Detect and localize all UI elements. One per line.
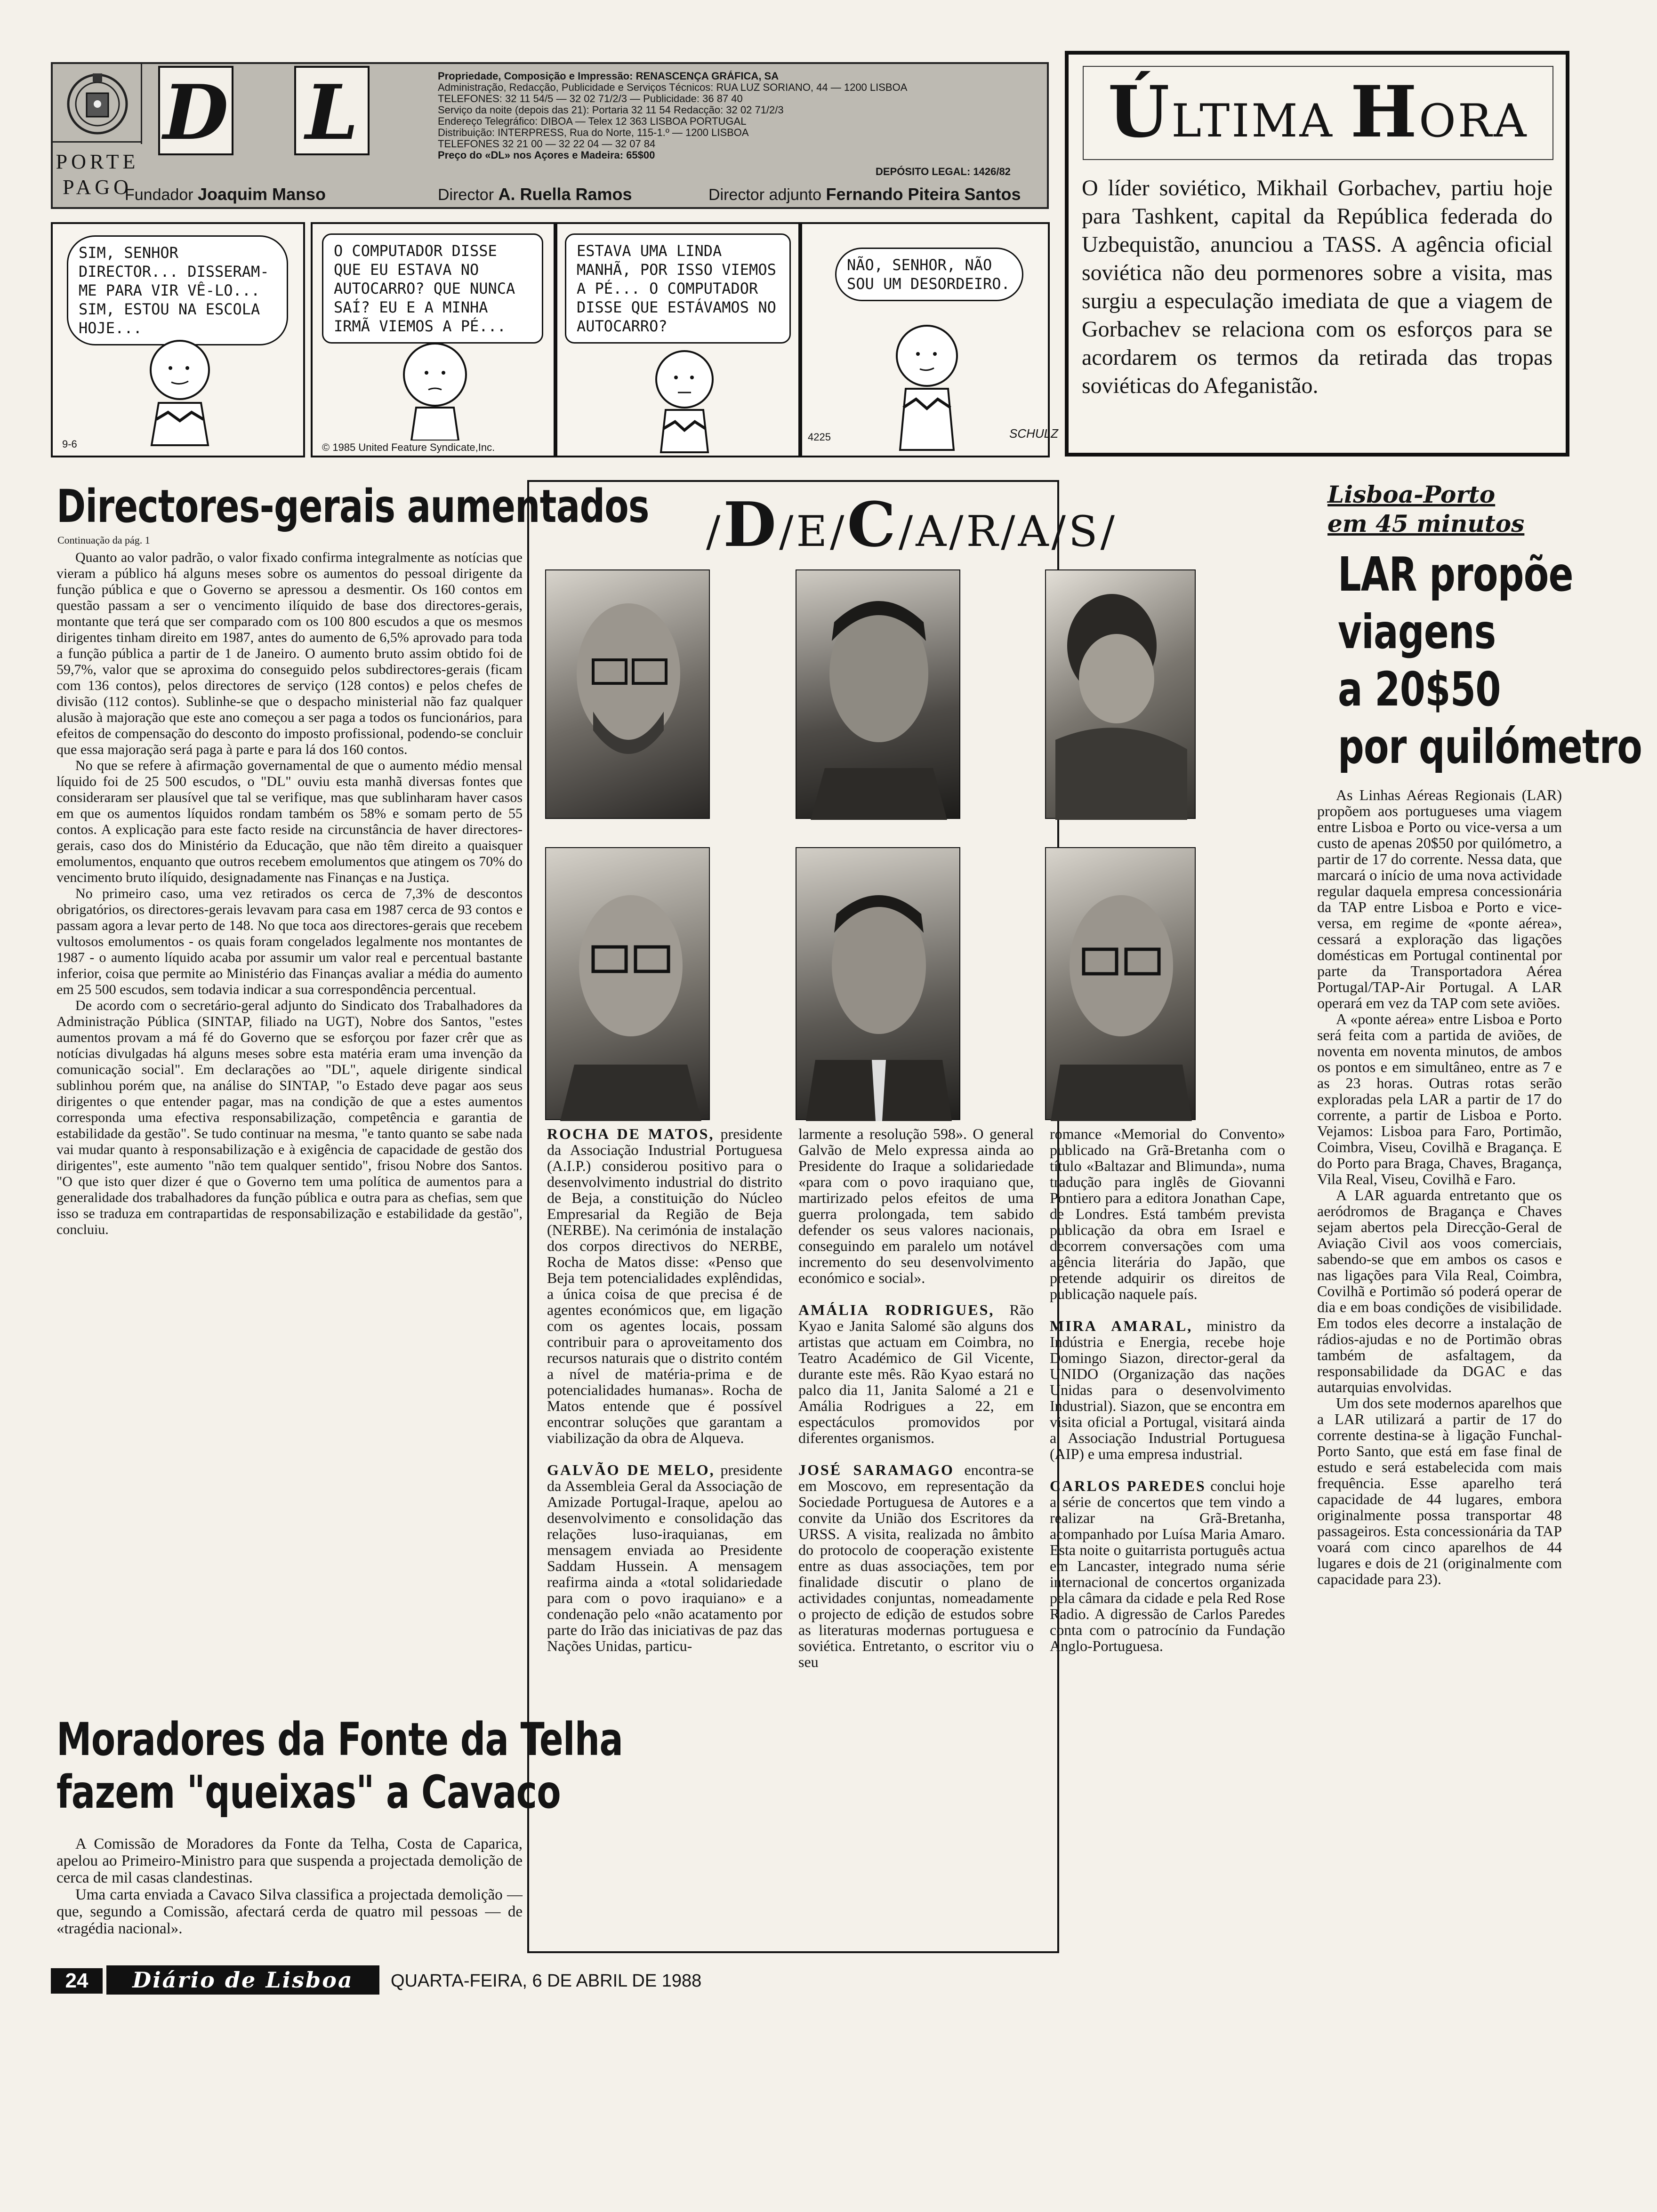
headline-directores: Directores-gerais aumentados: [56, 480, 649, 533]
brief-text: presidente da Assembleia Geral da Associação de Amizade Portugal-Iraque, apelou ao desenvolvimento e consolidação das relações luso-iraquianas, em mensagem enviada ao Presidente Saddam Hussein. A mensagem reafirma ainda a «total solidariedade para com o povo iraquiano» e a condenação pelo «não acatamento por parte do Irão das iniciativas de paz das Nações Unidas, particu-: [547, 1461, 783, 1654]
speech-bubble: NÃO, SENHOR, NÃO SOU UM DESORDEIRO.: [835, 248, 1023, 301]
brief: [798, 1302, 1034, 1446]
speech-bubble: ESTAVA UMA LINDA MANHÃ, POR ISSO VIEMOS A PÉ... O COMPUTADOR DISSE QUE ESTÁVAMOS NO AUTOCARRO?: [565, 233, 791, 344]
ultima-hora-text: O líder soviético, Mikhail Gorbachev, partiu hoje para Tashkent, capital da República federada do Uzbequistão, anunciou a TASS. A agência oficial soviética não deu pormenores sobre a visita, mas surgiu a especulação imediata de que a viagem de Gorbachev se relaciona com os esforços para se acordarem os termos da retirada das tropas soviéticas do Afeganistão.: [1082, 176, 1552, 398]
de-caras-title: [706, 489, 1118, 561]
brief: [547, 1126, 782, 1446]
paragraph: No primeiro caso, uma vez retirados os cerca de 7,3% de descontos obrigatórios, os directores-gerais levavam para casa em 1987 cerca de 93 contos e passam agora a levar perto de 148. No que toca aos directores-gerais que recebem vultosos emolumentos - os quais foram congelados legalmente nos montantes de 1987 - o aumento líquido acaba por assumir um valor real e percentual bastante inferior, coisa que permite ao Ministério das Finanças avaliar a média do aumento em 25 500 escudos, sem todavia indicar a sua correspondência percentual.: [56, 886, 523, 997]
brief-name: AMÁLIA RODRIGUES,: [798, 1301, 995, 1318]
comic-code: 4225: [808, 431, 831, 443]
headline-line: viagens: [1338, 604, 1496, 659]
photo-jose-saramago: [545, 847, 710, 1120]
de-caras-column-1: [547, 1126, 782, 1670]
charlie-brown-drawing: [882, 318, 972, 455]
headline-line: Moradores da Fonte da Telha: [56, 1713, 623, 1766]
publication-date: QUARTA-FEIRA, 6 DE ABRIL DE 1988: [391, 1971, 702, 1991]
article-directores-body: [56, 550, 523, 1238]
brief-name: JOSÉ SARAMAGO: [798, 1461, 954, 1478]
charlie-brown-drawing: [642, 346, 727, 455]
title-part: /: [706, 507, 724, 556]
brief-text: encontra-se em Moscovo, em representação da Sociedade Portuguesa de Autores e a convite da União dos Escritores da URSS. A visita, realizada no âmbito do protocolo de cooperação existente entre as duas associações, tem por finalidade discutir o plano de actividades conjuntas, nomeadamente o projecto de edição de estudos sobre as literaturas modernas portuguesa e soviética. Entretanto, o escritor viu o seu: [798, 1461, 1034, 1670]
comic-panel-1: [51, 222, 305, 457]
brief-name: CARLOS PAREDES: [1050, 1477, 1206, 1494]
headline-line: LAR propõe: [1338, 547, 1573, 602]
imprint-line: TELEFONES: 32 11 54/5 — 32 02 71/2/3 — Publicidade: 36 87 40: [438, 93, 743, 104]
paragraph: Quanto ao valor padrão, o valor fixado confirma integralmente as notícias que vieram a público há alguns meses sobre os aumentos do pessoal dirigente da função pública e que o Governo se apressou a desmentir. Os 160 contos em questão passam a ser o vencimento ilíquido de base dos directores-gerais, montante que terá que ser comparado com os 100 800 escudos a que os mesmos dirigentes tinham direito em 1987, antes do aumento de 6,5% aprovado para toda a função pública a partir de 1 de Janeiro. O aumento bruto assim obtido foi de 59,7%, valor que se aproxima do conseguido pelos subdirectores-gerais (ficam com 136 contos), pelos directores de serviço (128 contos) e pelos chefes de divisão (112 contos). Sublinhe-se que o despacho ministerial não faz qualquer alusão à majoração que este ano começou a ser paga a todos os funcionários, para efeitos de compensação do desconto do imposto profissional, podendo-se concluir que essa majoração será paga à parte e para lá dos 160 contos.: [56, 550, 523, 757]
comic-copyright: © 1985 United Feature Syndicate,Inc.: [322, 441, 495, 453]
imprint-line: Administração, Redacção, Publicidade e Serviços Técnicos: RUA LUZ SORIANO, 44 — 1200 LISBOA: [438, 82, 908, 93]
brief-text: ministro da Indústria e Energia, recebe hoje Domingo Siazon, director-geral da UNIDO (Organização das nações Unidas para o desenvolvimento Industrial). Siazon, que se encontra em visita oficial a Portugal, visitará ainda a Associação Industrial Portuguesa (AIP) e uma empresa industrial.: [1050, 1317, 1286, 1462]
photo-rocha-de-matos: [545, 569, 710, 819]
page-number: 24: [51, 1968, 103, 1994]
ultima-hora-title: [1083, 71, 1553, 153]
comic-panel-3: [555, 222, 800, 457]
adjunto-label: Director adjunto: [708, 186, 822, 204]
title-ora: ORA: [1419, 95, 1528, 147]
de-caras-column-2: [798, 1126, 1034, 1686]
title-initial-h: H: [1350, 71, 1419, 153]
title-part: D: [723, 489, 780, 561]
title-ltima: LTIMA: [1171, 95, 1351, 147]
fundador-label: Fundador: [125, 186, 193, 204]
paragraph: A Comissão de Moradores da Fonte da Telha, Costa de Caparica, apelou ao Primeiro-Ministro para que suspenda a projectada demolição de cerca de mil casas clandestinas.: [56, 1835, 523, 1886]
comic-signature: SCHULZ: [1009, 426, 1059, 441]
photo-mira-amaral: [796, 847, 960, 1120]
paragraph: A LAR aguarda entretanto que os aeródromos de Bragança e Chaves sejam abertos pela Direcção-Geral de Aviação Civil aos voos comerciais, sabendo-se que em ambos os casos e nas ligações para Vila Real, Coimbra, Covilhã e Portimão só poderá operar de dia e em boas condições de visibilidade. Em todos eles decorre a instalação de rádios-ajudas e no de Portimão obras também de asfaltagem, da responsabilidade da DGAC e das autarquias envolvidas.: [1317, 1186, 1562, 1395]
paragraph: De acordo com o secretário-geral adjunto do Sindicato dos Trabalhadores da Administração Pública (SINTAP, filiado na UGT), Nobre dos Santos, "estes aumentos provam a má fé do Governo que se esforçou por fazer crêr que as notícias divulgadas há alguns meses sobre esta matéria eram uma invenção da comunicação social". Em declarações ao "DL", aquele dirigente sindical sublinhou porém que, na análise do SINTAP, "o Estado deve pagar aos seus dirigentes o que entender pagar, mas na condição de que a estes aumentos corresponda uma efectiva responsabilização, competência e garantia de estabilidade da gestão". Se tudo continuar na mesma, "e tanto quanto se sabe nada vai mudar quanto à responsabilização e à exigência de capacidade de gestão dos dirigentes", este aumento "não tem qualquer sentido", frisou Nobre dos Santos. "O que isto quer dizer é que o Governo tem uma política de aumentos para a generalidade dos trabalhadores da função pública e outra para as chefias, sem que isso se traduza em contrapartidas de responsabilização e estabilidade da gestão", concluiu.: [56, 998, 523, 1237]
director-label: Director: [438, 186, 494, 204]
headline-lar: [1338, 546, 1642, 776]
paragraph: Um dos sete modernos aparelhos que a LAR utilizará a partir de 17 do corrente destina-se à ligação Funchal-Porto Santo, que está em fase final de estudo e será estabelecida com mais frequência. Esse aparelho terá capacidade de 44 lugares, embora originalmente possa transportar 48 passageiros. Esta concessionária da TAP voará com cinco aparelhos de 44 lugares e dois de 21 (originalmente com capacidade para 23).: [1317, 1395, 1562, 1587]
director: [438, 184, 632, 204]
title-initial-u: Ú: [1108, 71, 1172, 153]
fundador: [125, 184, 326, 204]
continuation-note: Continuação da pág. 1: [57, 534, 150, 546]
brief-name: MIRA AMARAL,: [1050, 1317, 1193, 1334]
comic-panel-4: [800, 222, 1059, 457]
brief-text: larmente a resolução 598». O general Galvão de Melo expressa ainda ao Presidente do Iraque a solidariedade «para com o povo iraquiano que, martirizado pelos efeitos de uma guerra prolongada, tem sabido defender os seus valores nacionais, conseguindo em paralelo um notável incremento do seu desenvolvimento económico e social».: [798, 1125, 1034, 1286]
newspaper-name: Diário de Lisboa: [106, 1965, 379, 1995]
headline-line: fazem "queixas" a Cavaco: [56, 1766, 561, 1819]
brief: [1050, 1126, 1285, 1302]
logo-letter-d: D: [158, 66, 233, 155]
imprint-line: Propriedade, Composição e Impressão: RENASCENÇA GRÁFICA, SA: [438, 71, 779, 82]
kicker-line: Lisboa-Porto: [1327, 481, 1496, 508]
brief: [1050, 1478, 1285, 1654]
imprint-block: [438, 71, 1045, 161]
brief-name: GALVÃO DE MELO,: [547, 1461, 715, 1478]
article-moradores-body: [56, 1835, 523, 1937]
brief: [798, 1462, 1034, 1670]
de-caras-column-3: [1050, 1126, 1285, 1670]
charlie-brown-drawing: [137, 337, 222, 455]
adjunto-name: Fernando Piteira Santos: [826, 184, 1021, 204]
paragraph: No que se refere à afirmação governamental de que o aumento médio mensal líquido foi de 25 500 escudos, o "DL" ouviu esta manhã diversas fontes que consideraram ser plausível que tal se verifique, mas que sublinharam haver casos em que os aumentos líquidos rondam também os 58% e somam perto de 55 contos. A explicação para este facto reside na circunstância de haver directores-gerais, caso dos do Ministério da Educação, que não têm direito a quaisquer emolumentos, enquanto que outros recebem emolumentos que atingem os 70% do vencimento bruto ilíquido, designadamente nas Finanças e na Justiça.: [56, 758, 523, 885]
paragraph: As Linhas Aéreas Regionais (LAR) propõem aos portugueses uma viagem entre Lisboa e Porto ou vice-versa a um custo de apenas 20$50 por quilómetro, a partir de 17 do corrente. Nessa data, que marcará o início de uma nova actividade regular daquela empresa concessionária da TAP entre Lisboa e Porto e vice-versa, em regime de «ponte aérea», cessará a exploração das ligações domésticas em Portugal continental por parte da Transportadora Aérea Portugal/TAP-Air Portugal. A LAR operará em vez da TAP com sete aviões.: [1317, 786, 1562, 1011]
title-part: /E/: [779, 507, 847, 556]
charlie-brown-drawing: [393, 337, 477, 441]
lar-kicker: [1327, 480, 1524, 538]
director-name: A. Ruella Ramos: [498, 184, 632, 204]
title-part: /A/R/A/S/: [898, 507, 1118, 556]
imprint-line: Endereço Telegráfico: DIBOA — Telex 12 363 LISBOA PORTUGAL: [438, 116, 747, 127]
paragraph: Uma carta enviada a Cavaco Silva classifica a projectada demolição — que, segundo a Comissão, afectará cerda de quatro mil pessoas — de «tragédia nacional».: [56, 1886, 523, 1937]
fundador-name: Joaquim Manso: [198, 184, 326, 204]
logo-letter-l: L: [294, 66, 370, 155]
coat-of-arms-icon: [53, 64, 142, 144]
porte-pago-text: PORTE PAGO: [56, 150, 139, 199]
headline-line: a 20$50: [1338, 662, 1501, 717]
photo-carlos-paredes: [1045, 847, 1196, 1120]
brief-name: ROCHA DE MATOS,: [547, 1125, 715, 1142]
brief-text: conclui hoje a série de concertos que tem vindo a realizar na Grã-Bretanha, acompanhado por Luísa Maria Amaro. Esta noite o guitarrista português actua em Lancaster, integrado numa série internacional de concertos organizada pela câmara da cidade e pela Red Rose Radio. A digressão de Carlos Paredes conta com o patrocínio da Fundação Anglo-Portuguesa.: [1050, 1477, 1286, 1654]
headline-line: por quilómetro: [1338, 719, 1642, 774]
photo-galvao-de-melo: [796, 569, 960, 819]
paragraph: A «ponte aérea» entre Lisboa e Porto será feita com a partida de aviões, de noventa em noventa minutos, de ambos os pontos e em simultâneo, entre as 7 e as 23 horas. Outras rotas serão exploradas pela LAR a partir de 17 do corrente, a partir de Lisboa e Porto. Vejamos: Lisboa para Faro, Portimão, Coimbra, Viseu, Covilhã e Bragança. E do Porto para Braga, Chaves, Bragança, Vila Real, Viseu, Covilhã e Faro.: [1317, 1010, 1562, 1187]
kicker-line: em 45 minutos: [1327, 510, 1525, 537]
deposito-legal: DEPÓSITO LEGAL: 1426/82: [876, 166, 1011, 177]
imprint-line: Distribuição: INTERPRESS, Rua do Norte, 115-1.º — 1200 LISBOA: [438, 127, 749, 138]
brief-text: romance «Memorial do Convento» publicado na Grã-Bretanha com o título «Baltazar and Blimunda», numa tradução para inglês de Giovanni Pontiero para a editora Jonathan Cape, de Londres. Está também prevista publicação da obra em Israel e decorrem conversações com uma agência literária do Japão, que pretende adquirir os direitos de publicação naquele país.: [1050, 1125, 1285, 1302]
imprint-line: TELEFONES 32 21 00 — 32 22 04 — 32 07 84: [438, 138, 656, 150]
brief-text: Rão Kyao e Janita Salomé são alguns dos artistas que actuam em Coimbra, no Teatro Académico de Gil Vicente, durante este mês. Rão Kyao estará no palco dia 11, Janita Salomé a 21 e Amália Rodrigues a 22, em espectáculos promovidos por diferentes organismos.: [798, 1301, 1034, 1446]
photo-amalia-rodrigues: [1045, 569, 1196, 819]
brief: [1050, 1318, 1285, 1462]
speech-bubble: O COMPUTADOR DISSE QUE EU ESTAVA NO AUTOCARRO? QUE NUNCA SAÍ? EU E A MINHA IRMÃ VIEMOS A PÉ...: [322, 233, 543, 344]
brief: [547, 1462, 782, 1654]
brief: [798, 1126, 1034, 1286]
director-adjunto: [708, 184, 1021, 204]
brief-text: presidente da Associação Industrial Portuguesa (A.I.P.) considerou positivo para o desenvolvimento industrial do distrito de Beja, a constituição do Núcleo Empresarial da Região de Beja (NERBE). Na cerimónia de instalação dos corpos directivos do NERBE, Rocha de Matos disse: «Penso que Beja tem potencialidades explêndidas, a única coisa de que precisa é de agentes económicos que, em ligação com os agentes locais, possam contribuir para o aproveitamento dos recursos naturais que o distrito contém a nível de matéria-prima e de potencialidades humanas». Rocha de Matos entende que é possível encontrar soluções que garantam a viabilização da obra de Alqueva.: [547, 1125, 783, 1446]
article-lar-body: [1317, 787, 1562, 1587]
imprint-line: Serviço da noite (depois das 21): Portaria 32 11 54 Redacção: 32 02 71/2/3: [438, 104, 784, 116]
speech-bubble: SIM, SENHOR DIRECTOR... DISSERAM-ME PARA VIR VÊ-LO... SIM, ESTOU NA ESCOLA HOJE...: [67, 235, 288, 345]
comic-date: 9-6: [62, 438, 77, 450]
imprint-line: Preço do «DL» nos Açores e Madeira: 65$00: [438, 150, 655, 161]
comic-panel-2: [311, 222, 555, 457]
title-part: C: [847, 489, 899, 561]
